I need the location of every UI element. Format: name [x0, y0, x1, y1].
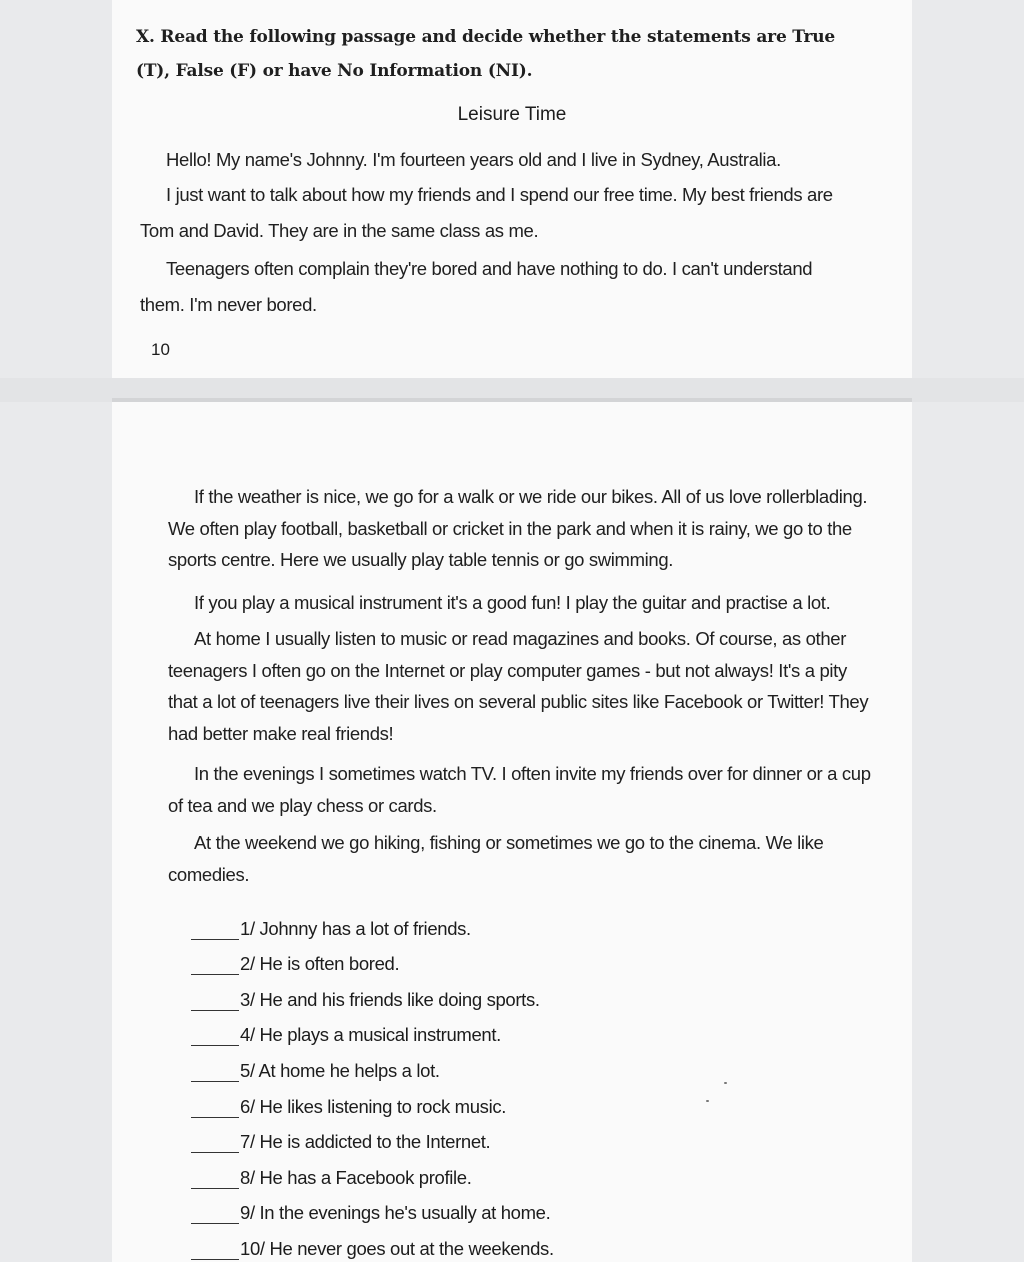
scan-speck	[706, 1100, 709, 1102]
statement-item: 2/ He is often bored.	[191, 940, 554, 976]
statement-item: 5/ At home he helps a lot.	[191, 1046, 554, 1082]
passage-paragraph-4: If the weather is nice, we go for a walk or we ride our bikes. All of us love rollerblading. We often play football, basketball or cricket in the park and when it is rainy, we go to the sports centre. Here we usually play table tennis or go swimming.	[168, 486, 868, 570]
exercise-heading: X. Read the following passage and decide whether the statements are True (T), False (F) or have No Information (NI).	[136, 27, 836, 81]
passage-title: Leisure Time	[457, 104, 567, 125]
passage-paragraph-7: In the evenings I sometimes watch TV. I often invite my friends over for dinner or a cup of tea and we play chess or cards.	[168, 763, 871, 816]
page-number: 10	[151, 340, 170, 359]
passage-paragraph-5: If you play a musical instrument it's a good fun! I play the guitar and practise a lot.	[194, 592, 831, 613]
passage-paragraph-3: Teenagers often complain they're bored and have nothing to do. I can't understand them. I'm never bored.	[140, 258, 813, 315]
scan-speck	[724, 1082, 727, 1084]
statement-item: 7/ He is addicted to the Internet.	[191, 1118, 554, 1154]
answer-blank[interactable]	[191, 1061, 239, 1082]
answer-blank[interactable]	[191, 990, 239, 1011]
answer-blank[interactable]	[191, 954, 239, 975]
passage-paragraph-2: I just want to talk about how my friends and I spend our free time. My best friends are Tom and David. They are in the same class as me.	[140, 184, 833, 241]
statement-item: 10/ He never goes out at the weekends.	[191, 1224, 554, 1260]
answer-blank[interactable]	[191, 1203, 239, 1224]
statement-item: 4/ He plays a musical instrument.	[191, 1011, 554, 1047]
page-divider	[0, 378, 1024, 402]
passage-paragraph-1: Hello! My name's Johnny. I'm fourteen years old and I live in Sydney, Australia.	[166, 149, 781, 170]
passage-paragraph-6: At home I usually listen to music or read magazines and books. Of course, as other teenagers I often go on the Internet or play computer games - but not always! It's a pity that a lot of teenagers live their lives on several public sites like Facebook or Twitter! They had better make real friends!	[168, 628, 869, 744]
statement-item: 1/ Johnny has a lot of friends.	[191, 904, 554, 940]
answer-blank[interactable]	[191, 1132, 239, 1153]
answer-blank[interactable]	[191, 1097, 239, 1118]
answer-blank[interactable]	[191, 919, 239, 940]
statement-item: 8/ He has a Facebook profile.	[191, 1153, 554, 1189]
statement-item: 9/ In the evenings he's usually at home.	[191, 1189, 554, 1225]
statement-item: 6/ He likes listening to rock music.	[191, 1082, 554, 1118]
statement-list	[191, 904, 554, 1260]
answer-blank[interactable]	[191, 1025, 239, 1046]
statement-item: 3/ He and his friends like doing sports.	[191, 975, 554, 1011]
answer-blank[interactable]	[191, 1168, 239, 1189]
answer-blank[interactable]	[191, 1239, 239, 1260]
passage-paragraph-8: At the weekend we go hiking, fishing or sometimes we go to the cinema. We like comedies.	[168, 832, 824, 885]
